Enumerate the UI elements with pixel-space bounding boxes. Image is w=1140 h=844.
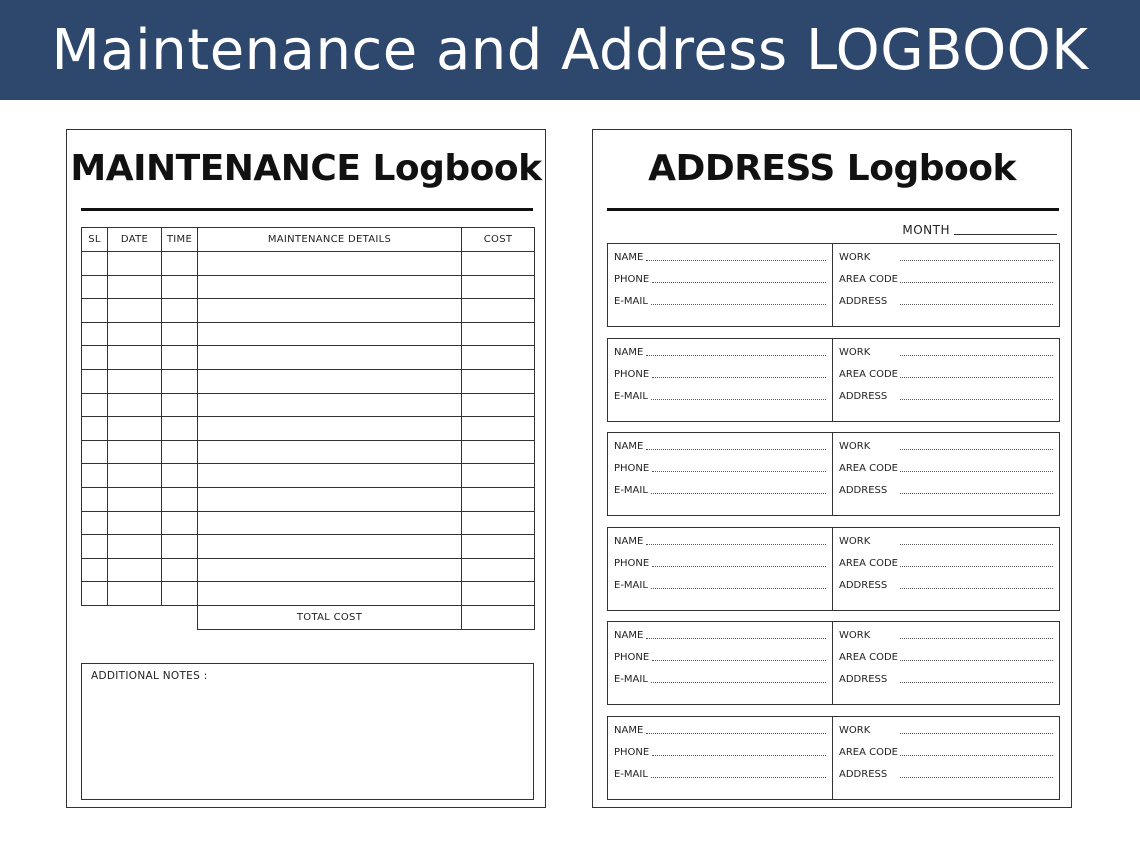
table-cell[interactable] [82,417,108,441]
table-cell[interactable] [162,417,198,441]
table-cell[interactable] [462,417,535,441]
table-cell[interactable] [198,322,462,346]
table-cell[interactable] [198,487,462,511]
address-field[interactable] [839,580,1053,591]
name-label: NAME [614,535,644,547]
table-cell[interactable] [462,511,535,535]
address-entry-left-column [608,622,833,704]
address-dotted-line [900,399,1053,400]
name-field[interactable] [614,347,826,358]
additional-notes-label: ADDITIONAL NOTES : [91,670,208,682]
work-label: WORK [839,346,871,358]
col-header-cost: COST [462,228,535,252]
address-entry-left-column [608,244,833,326]
name-field[interactable] [614,252,826,263]
work-label: WORK [839,724,871,736]
table-cell[interactable] [462,487,535,511]
email-dotted-line [651,399,826,400]
total-cost-cell[interactable] [462,605,535,629]
phone-dotted-line [652,282,826,283]
table-cell[interactable] [198,582,462,606]
table-cell[interactable] [162,275,198,299]
email-dotted-line [651,493,826,494]
table-cell[interactable] [82,464,108,488]
table-row [82,393,535,417]
table-cell[interactable] [462,252,535,276]
address-entry [607,338,1060,422]
phone-label: PHONE [614,746,650,758]
table-cell[interactable] [462,464,535,488]
email-dotted-line [651,777,826,778]
area-code-field[interactable] [839,652,1053,663]
table-row [82,558,535,582]
phone-field[interactable] [614,369,826,380]
address-entry-right-column [833,622,1059,704]
work-label: WORK [839,630,871,641]
name-field[interactable] [614,536,826,547]
address-label: ADDRESS [839,579,888,591]
table-cell[interactable] [108,417,162,441]
name-label: NAME [614,346,644,358]
table-row [82,322,535,346]
table-cell[interactable] [162,393,198,417]
address-label: ADDRESS [839,390,888,402]
address-field[interactable] [839,296,1053,307]
name-dotted-line [646,260,826,261]
table-row [82,511,535,535]
col-header-time: TIME [162,228,198,252]
table-cell[interactable] [162,487,198,511]
table-cell[interactable] [82,558,108,582]
address-entry-right-column [833,528,1059,610]
table-cell[interactable] [198,464,462,488]
table-row [82,464,535,488]
phone-label: PHONE [614,557,650,569]
address-entry-left-column [608,339,833,421]
table-cell[interactable] [108,322,162,346]
work-label: WORK [839,535,871,547]
title-divider [607,208,1059,211]
email-label: E-MAIL [614,485,648,496]
additional-notes-box[interactable] [81,663,534,800]
table-cell[interactable] [82,535,108,559]
email-field[interactable] [614,580,826,591]
area-code-field[interactable] [839,558,1053,569]
address-label: ADDRESS [839,674,888,685]
table-row [82,275,535,299]
address-dotted-line [900,682,1053,683]
table-row [82,346,535,370]
table-cell[interactable] [462,582,535,606]
email-label: E-MAIL [614,579,648,591]
table-cell[interactable] [462,275,535,299]
address-entry-right-column [833,339,1059,421]
email-dotted-line [651,588,826,589]
table-cell[interactable] [462,558,535,582]
table-cell[interactable] [108,464,162,488]
table-row [82,369,535,393]
name-dotted-line [646,638,826,639]
work-field[interactable] [839,347,1053,358]
name-dotted-line [646,544,826,545]
area-code-dotted-line [900,566,1053,567]
total-spacer [82,605,198,629]
table-cell[interactable] [198,393,462,417]
name-dotted-line [646,355,826,356]
table-cell[interactable] [108,558,162,582]
address-field[interactable] [839,391,1053,402]
table-row [82,582,535,606]
table-cell[interactable] [108,511,162,535]
area-code-label: AREA CODE [839,557,898,569]
table-row [82,417,535,441]
work-dotted-line [900,733,1053,734]
table-header-row [82,228,535,252]
address-label: ADDRESS [839,296,888,307]
address-dotted-line [900,304,1053,305]
email-field[interactable] [614,296,826,307]
address-field[interactable] [839,674,1053,685]
area-code-dotted-line [900,660,1053,661]
phone-field[interactable] [614,747,826,758]
table-cell[interactable] [162,582,198,606]
address-entry [607,527,1060,611]
table-cell[interactable] [198,535,462,559]
address-entry [607,621,1060,705]
name-label: NAME [614,441,644,452]
name-label: NAME [614,252,644,263]
table-cell[interactable] [162,535,198,559]
table-cell[interactable] [162,299,198,323]
address-page [592,129,1072,808]
table-cell[interactable] [108,440,162,464]
table-row [82,299,535,323]
table-cell[interactable] [108,299,162,323]
address-title: ADDRESS Logbook [648,148,1016,189]
table-cell[interactable] [108,369,162,393]
table-cell[interactable] [82,369,108,393]
work-label: WORK [839,441,871,452]
address-entry-left-column [608,528,833,610]
table-cell[interactable] [108,252,162,276]
address-dotted-line [900,777,1053,778]
table-cell[interactable] [82,511,108,535]
table-cell[interactable] [108,535,162,559]
email-field[interactable] [614,674,826,685]
work-field[interactable] [839,725,1053,736]
address-field[interactable] [839,485,1053,496]
banner [0,0,1140,100]
phone-dotted-line [652,755,826,756]
address-entry [607,716,1060,800]
month-field[interactable] [902,223,1057,237]
name-field[interactable] [614,441,826,452]
email-field[interactable] [614,485,826,496]
address-entry [607,243,1060,327]
address-field[interactable] [839,769,1053,780]
table-row [82,487,535,511]
table-cell[interactable] [162,440,198,464]
area-code-label: AREA CODE [839,274,898,285]
address-entry-right-column [833,433,1059,515]
area-code-label: AREA CODE [839,652,898,663]
email-field[interactable] [614,391,826,402]
col-header-details: MAINTENANCE DETAILS [198,228,462,252]
table-cell[interactable] [198,369,462,393]
title-divider [81,208,533,211]
table-cell[interactable] [462,346,535,370]
work-field[interactable] [839,441,1053,452]
address-dotted-line [900,493,1053,494]
banner-title: Maintenance and Address LOGBOOK [51,17,1089,83]
phone-dotted-line [652,471,826,472]
maintenance-table [81,227,535,630]
name-label: NAME [614,630,644,641]
table-cell[interactable] [198,346,462,370]
maintenance-page [66,129,546,808]
email-label: E-MAIL [614,674,648,685]
area-code-field[interactable] [839,274,1053,285]
table-cell[interactable] [162,346,198,370]
area-code-dotted-line [900,377,1053,378]
area-code-field[interactable] [839,463,1053,474]
maintenance-table-body [82,252,535,606]
phone-dotted-line [652,660,826,661]
table-cell[interactable] [162,369,198,393]
phone-dotted-line [652,566,826,567]
table-cell[interactable] [198,299,462,323]
address-entry-right-column [833,244,1059,326]
table-cell[interactable] [82,299,108,323]
table-cell[interactable] [462,393,535,417]
table-cell[interactable] [108,346,162,370]
address-entry [607,432,1060,516]
phone-label: PHONE [614,652,650,663]
work-field[interactable] [839,630,1053,641]
total-cost-label: TOTAL COST [198,605,462,629]
table-cell[interactable] [198,417,462,441]
total-row [82,605,535,629]
table-cell[interactable] [82,582,108,606]
area-code-field[interactable] [839,747,1053,758]
month-line [954,234,1057,235]
email-dotted-line [651,304,826,305]
phone-field[interactable] [614,274,826,285]
email-label: E-MAIL [614,296,648,307]
table-cell[interactable] [82,252,108,276]
work-dotted-line [900,638,1053,639]
month-label: MONTH [902,223,950,237]
table-cell[interactable] [462,369,535,393]
table-cell[interactable] [82,322,108,346]
table-row [82,535,535,559]
address-dotted-line [900,588,1053,589]
name-field[interactable] [614,630,826,641]
address-entry-right-column [833,717,1059,799]
area-code-label: AREA CODE [839,463,898,474]
table-cell[interactable] [198,511,462,535]
phone-label: PHONE [614,463,650,474]
work-label: WORK [839,252,871,263]
table-cell[interactable] [198,275,462,299]
table-cell[interactable] [82,393,108,417]
work-field[interactable] [839,536,1053,547]
address-label: ADDRESS [839,768,888,780]
table-cell[interactable] [198,252,462,276]
email-label: E-MAIL [614,390,648,402]
name-dotted-line [646,733,826,734]
email-label: E-MAIL [614,768,648,780]
phone-label: PHONE [614,368,650,380]
email-dotted-line [651,682,826,683]
table-cell[interactable] [462,322,535,346]
phone-field[interactable] [614,652,826,663]
table-cell[interactable] [162,511,198,535]
table-cell[interactable] [162,558,198,582]
phone-field[interactable] [614,463,826,474]
col-header-sl: SL [82,228,108,252]
table-cell[interactable] [162,322,198,346]
table-cell[interactable] [82,346,108,370]
work-dotted-line [900,544,1053,545]
address-entry-left-column [608,717,833,799]
area-code-dotted-line [900,471,1053,472]
phone-dotted-line [652,377,826,378]
table-cell[interactable] [462,535,535,559]
table-cell[interactable] [108,487,162,511]
area-code-dotted-line [900,755,1053,756]
address-entry-left-column [608,433,833,515]
name-dotted-line [646,449,826,450]
phone-label: PHONE [614,274,650,285]
area-code-label: AREA CODE [839,746,898,758]
col-header-date: DATE [108,228,162,252]
area-code-dotted-line [900,282,1053,283]
table-cell[interactable] [82,275,108,299]
table-cell[interactable] [108,582,162,606]
email-field[interactable] [614,769,826,780]
table-cell[interactable] [162,464,198,488]
table-cell[interactable] [108,275,162,299]
table-cell[interactable] [198,440,462,464]
work-field[interactable] [839,252,1053,263]
name-field[interactable] [614,725,826,736]
table-cell[interactable] [162,252,198,276]
phone-field[interactable] [614,558,826,569]
table-row [82,252,535,276]
work-dotted-line [900,260,1053,261]
area-code-label: AREA CODE [839,368,898,380]
name-label: NAME [614,724,644,736]
table-cell[interactable] [82,440,108,464]
work-dotted-line [900,449,1053,450]
table-cell[interactable] [198,558,462,582]
table-row [82,440,535,464]
table-cell[interactable] [462,440,535,464]
table-cell[interactable] [108,393,162,417]
area-code-field[interactable] [839,369,1053,380]
address-label: ADDRESS [839,485,888,496]
table-cell[interactable] [82,487,108,511]
maintenance-title: MAINTENANCE Logbook [70,148,542,189]
work-dotted-line [900,355,1053,356]
table-cell[interactable] [462,299,535,323]
